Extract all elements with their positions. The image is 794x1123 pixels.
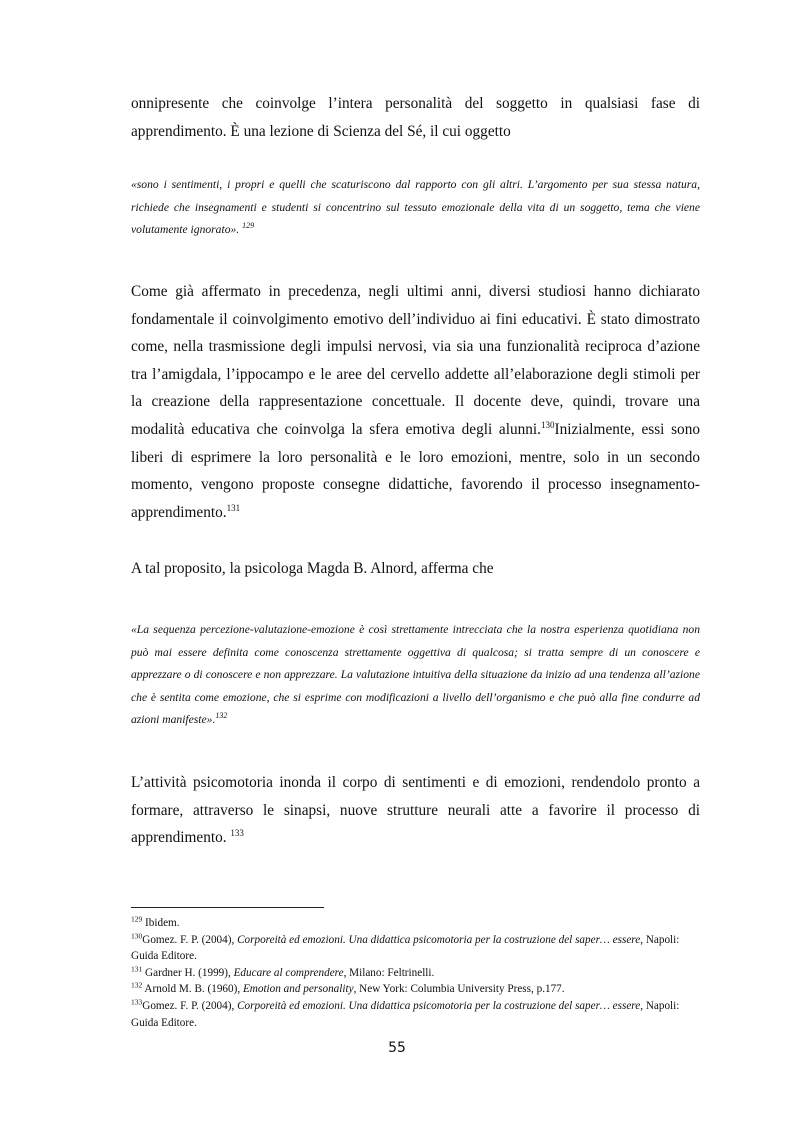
footnote-ref: 132	[215, 711, 228, 721]
quote-text: «La sequenza percezione-valutazione-emozione è così strettamente intrecciata che la nostra esperienza quotidiana non può mai essere definita come conoscenza strettamente oggettiva di qualcosa; si tratta sempre di un conoscere e apprezzare o di conoscere e non apprezzare. La valutazione intuitiva della situazione da inizio ad una tendenza all’azione che è sentita come emozione, che si esprime con modificazioni a livello dell’organismo e che può alla fine condurre ad azioni manifeste».	[131, 623, 700, 726]
footnote-text: Arnold M. B. (1960),	[142, 983, 243, 996]
footnote-separator	[131, 907, 324, 908]
footnote-text: Gardner H. (1999),	[142, 966, 234, 979]
footnote-132	[131, 981, 700, 998]
footnote-number: 132	[131, 980, 143, 990]
footnote-text: , Napoli: Guida Editore.	[131, 933, 680, 963]
footnote-131	[131, 965, 700, 982]
quote-text: «sono i sentimenti, i propri e quelli che scaturiscono dal rapporto con gli altri. L’argomento per sua stessa natura, richiede che insegnamenti e studenti si concentrino sul tessuto emozionale della vita di un soggetto, tema che viene volutamente ignorato».	[131, 178, 700, 236]
paragraph-4	[131, 769, 700, 852]
paragraph-2-text-a: Come già affermato in precedenza, negli ultimi anni, diversi studiosi hanno dichiarato fondamentale il coinvolgimento emotivo dell’individuo ai fini educativi. È stato dimostrato come, nella trasmissione degli impulsi nervosi, via sia una funzionalità reciproca d’azione tra l’amigdala, l’ippocampo e le aree del cervello addette all’elaborazione degli stimoli per la creazione della rappresentazione concettuale. Il docente deve, quindi, trovare una modalità educativa che coinvolga la sfera emotiva degli alunni.	[131, 283, 700, 438]
footnote-ref: 130	[540, 419, 555, 430]
paragraph-2	[131, 278, 700, 526]
footnote-text: , Napoli: Guida Editore.	[131, 999, 680, 1029]
footnote-129	[131, 915, 700, 932]
paragraph-2-text-b: Inizialmente, essi sono liberi di esprimere la loro personalità e le loro emozioni, mentre, solo in un secondo momento, vengono proposte consegne didattiche, favorendo il processo insegnamento-apprendimento.	[131, 420, 701, 521]
block-quote-1	[131, 174, 700, 242]
block-quote-2	[131, 619, 700, 732]
footnote-title: Emotion and personality	[242, 983, 354, 996]
footnote-title: Corporeità ed emozioni. Una didattica psicomotoria per la costruzione del saper… essere	[237, 999, 641, 1012]
paragraph-4-text: L’attività psicomotoria inonda il corpo di sentimenti e di emozioni, rendendolo pronto a formare, attraverso le sinapsi, nuove strutture neurali atte a favorire il processo di apprendimento.	[131, 774, 700, 847]
footnote-text: Ibidem.	[142, 917, 180, 929]
footnote-number: 133	[131, 997, 143, 1007]
footnote-title: Corporeità ed emozioni. Una didattica psicomotoria per la costruzione del saper… essere	[237, 933, 641, 946]
page-number: 55	[388, 1040, 406, 1056]
footnote-text: Milano: Feltrinelli.	[346, 966, 435, 979]
footnote-text: , New York: Columbia University Press, p.177.	[353, 983, 565, 996]
footnote-130	[131, 932, 700, 965]
footnote-number: 130	[131, 930, 143, 940]
footnotes-list	[131, 915, 700, 1031]
footnote-title: Educare al comprendere,	[233, 966, 347, 979]
footnote-ref: 131	[226, 502, 241, 513]
footnote-133	[131, 998, 700, 1031]
footnote-text: Gomez. F. P. (2004),	[142, 933, 238, 946]
footnote-number: 131	[131, 964, 143, 974]
footnote-ref: 133	[230, 828, 244, 839]
paragraph-3: A tal proposito, la psicologa Magda B. Alnord, afferma che	[131, 560, 494, 577]
footnote-number: 129	[131, 914, 143, 924]
paragraph-1: onnipresente che coinvolge l’intera personalità del soggetto in qualsiasi fase di apprendimento. È una lezione di Scienza del Sé, il cui oggetto	[131, 95, 700, 140]
footnote-ref: 129	[242, 221, 255, 231]
footnote-text: Gomez. F. P. (2004),	[142, 999, 238, 1012]
